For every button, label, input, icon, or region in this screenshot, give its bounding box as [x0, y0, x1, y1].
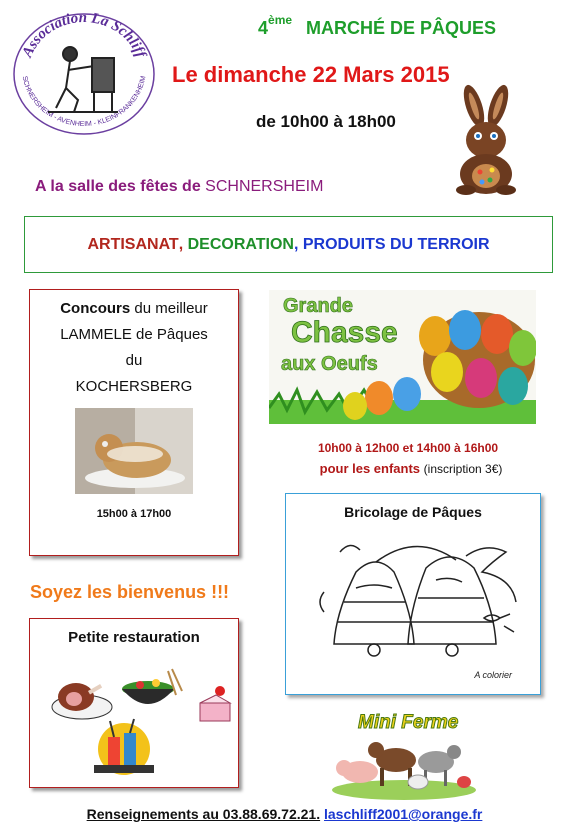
contest-line-2: LAMMELE de Pâques: [60, 326, 208, 343]
mini-farm-title: Mini Ferme: [358, 712, 459, 733]
separator: ,: [178, 235, 188, 253]
contest-time: 15h00 à 17h00: [96, 508, 172, 520]
edition-suffix: ème: [268, 13, 293, 27]
contact-footer: [0, 806, 569, 822]
drinks-icon: [94, 719, 154, 775]
egg-hunt-title-2: Chasse: [291, 316, 398, 349]
logo-villages: SCHNERSHEIM - AVENHEIM - KLEINFRANKENHEIM: [20, 75, 148, 129]
edition-title: [258, 13, 497, 39]
egg-hunt-fee: (inscription 3€): [423, 462, 503, 476]
event-name: MARCHÉ DE PÂQUES: [306, 18, 497, 38]
coloring-note: A colorier: [474, 670, 512, 680]
venue-town: SCHNERSHEIM: [205, 178, 324, 195]
contest-box: [29, 289, 239, 556]
event-date: Le dimanche 22 Mars 2015: [172, 62, 450, 87]
food-title: Petite restauration: [68, 629, 200, 646]
welcome-message: Soyez les bienvenus !!!: [30, 582, 230, 602]
egg-hunt-title-1: Grande: [283, 295, 354, 317]
cake-slice-icon: [200, 686, 230, 721]
products-box: [24, 216, 553, 273]
craft-box: [285, 493, 541, 695]
chocolate-bunny-icon: [444, 84, 528, 196]
venue-line: [35, 178, 323, 196]
contest-line-3: du: [125, 352, 143, 369]
contest-line-1: Concours du meilleur: [60, 300, 208, 317]
contact-phone: Renseignements au 03.88.69.72.21.: [86, 806, 321, 822]
food-illustrations: [44, 667, 240, 779]
edition-number: 4: [258, 18, 269, 38]
product-decoration: DECORATION: [187, 235, 294, 253]
ham-icon: [52, 683, 112, 719]
product-terroir: PRODUITS DU TERROIR: [302, 235, 490, 253]
venue-prefix: A la salle des fêtes de: [35, 178, 201, 195]
egg-hunt-title-3: aux Oeufs: [281, 353, 378, 375]
contest-line-4: KOCHERSBERG: [75, 378, 193, 395]
association-logo: [8, 8, 158, 136]
logo-title: Association La Schliff: [19, 9, 149, 60]
lamb-cake-image: [75, 408, 193, 494]
food-box: [29, 618, 239, 788]
egg-hunt-image: [269, 290, 536, 424]
contact-email-link[interactable]: laschliff2001@orange.fr: [323, 806, 483, 822]
egg-hunt-kids: pour les enfants: [319, 461, 421, 476]
craft-title: Bricolage de Pâques: [344, 504, 482, 520]
product-artisanat: ARTISANAT: [87, 235, 179, 253]
event-hours: de 10h00 à 18h00: [256, 112, 396, 131]
egg-hunt-audience: [281, 461, 541, 476]
salad-bowl-icon: [122, 669, 182, 704]
egg-hunt-times: 10h00 à 12h00 et 14h00 à 16h00: [317, 441, 499, 455]
separator: ,: [293, 235, 303, 253]
easter-bells-coloring-image: [316, 532, 526, 672]
mini-farm-image: [330, 704, 478, 802]
